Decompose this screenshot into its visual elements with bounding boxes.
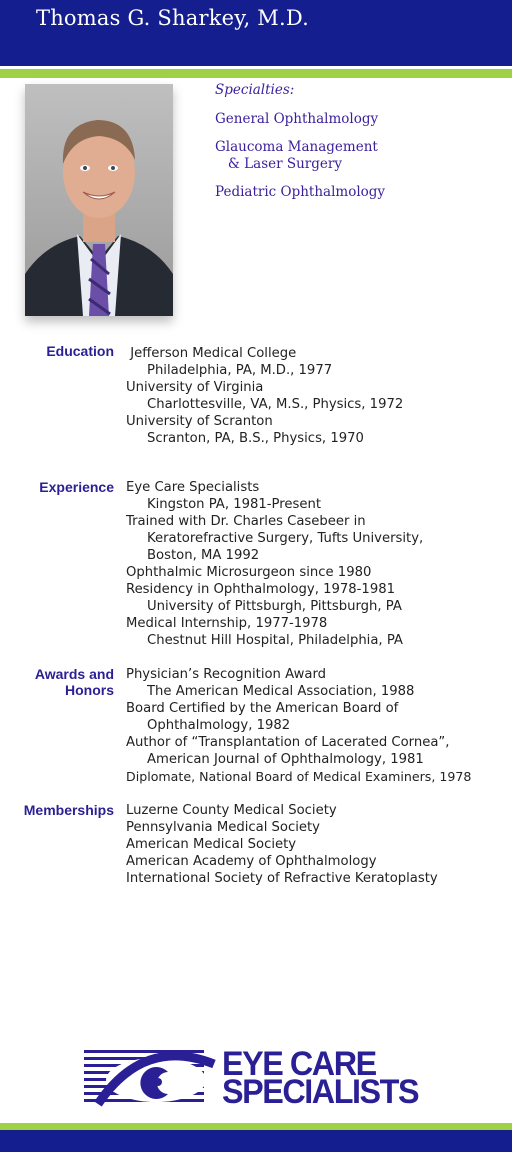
footer-bar: [0, 1130, 512, 1152]
education-line: Scranton, PA, B.S., Physics, 1970: [147, 431, 364, 446]
experience-line: Medical Internship, 1977-1978: [126, 616, 328, 631]
memberships-body: [126, 802, 438, 887]
awards-label-line: Awards and: [34, 666, 114, 682]
education-line: University of Virginia: [126, 380, 264, 395]
education-line: Charlottesville, VA, M.S., Physics, 1972: [147, 397, 404, 412]
awards-line: American Journal of Ophthalmology, 1981: [147, 752, 424, 767]
awards-body: [126, 666, 471, 785]
bottom-green-stripe: [0, 1123, 512, 1130]
education-label: Education: [46, 343, 114, 359]
experience-line: Kingston PA, 1981-Present: [147, 497, 322, 512]
education-line: Philadelphia, PA, M.D., 1977: [147, 363, 333, 378]
membership-line: Luzerne County Medical Society: [126, 803, 337, 818]
top-green-stripe: [0, 69, 512, 78]
membership-line: American Medical Society: [126, 837, 297, 852]
memberships-label: Memberships: [23, 802, 114, 818]
education-body: [126, 345, 403, 447]
experience-line: Keratorefractive Surgery, Tufts University,: [147, 531, 424, 546]
eye-logo-icon: [84, 1044, 224, 1108]
experience-line: Ophthalmic Microsurgeon since 1980: [126, 565, 372, 580]
education-line: Jefferson Medical College: [126, 346, 297, 361]
awards-line: The American Medical Association, 1988: [147, 684, 415, 699]
specialty-item: Glaucoma Management & Laser Surgery: [215, 139, 378, 172]
specialties-block: [215, 82, 385, 212]
awards-label-line: Honors: [65, 682, 114, 698]
awards-line: Board Certified by the American Board of: [126, 701, 399, 716]
membership-line: American Academy of Ophthalmology: [126, 854, 377, 869]
logo-text-line2: SPECIALISTS: [222, 1073, 419, 1111]
specialty-item: General Ophthalmology: [215, 111, 379, 127]
membership-line: Pennsylvania Medical Society: [126, 820, 320, 835]
awards-line: Author of “Transplantation of Lacerated Cornea”,: [126, 735, 450, 750]
awards-line: Diplomate, National Board of Medical Examiners, 1978: [126, 769, 472, 784]
experience-line: Eye Care Specialists: [126, 480, 260, 495]
specialty-item: Pediatric Ophthalmology: [215, 184, 386, 200]
experience-line: Boston, MA 1992: [147, 548, 260, 563]
eye-care-logo: [84, 1044, 434, 1111]
specialties-heading: Specialties:: [215, 82, 295, 98]
membership-line: International Society of Refractive Keratoplasty: [126, 871, 438, 886]
experience-line: University of Pittsburgh, Pittsburgh, PA: [147, 599, 402, 614]
header-bar: [0, 0, 512, 66]
awards-line: Ophthalmology, 1982: [147, 718, 291, 733]
experience-label: Experience: [39, 479, 114, 495]
education-line: University of Scranton: [126, 414, 273, 429]
doctor-name: Thomas G. Sharkey, M.D.: [36, 6, 310, 30]
awards-line: Physician’s Recognition Award: [126, 667, 327, 682]
experience-line: Trained with Dr. Charles Casebeer in: [126, 514, 366, 529]
logo-text-line1: EYE CARE: [222, 1045, 376, 1083]
awards-label: [35, 666, 114, 698]
doctor-photo: [25, 84, 173, 316]
experience-line: Residency in Ophthalmology, 1978-1981: [126, 582, 395, 597]
experience-body: [126, 479, 423, 649]
experience-line: Chestnut Hill Hospital, Philadelphia, PA: [147, 633, 403, 648]
